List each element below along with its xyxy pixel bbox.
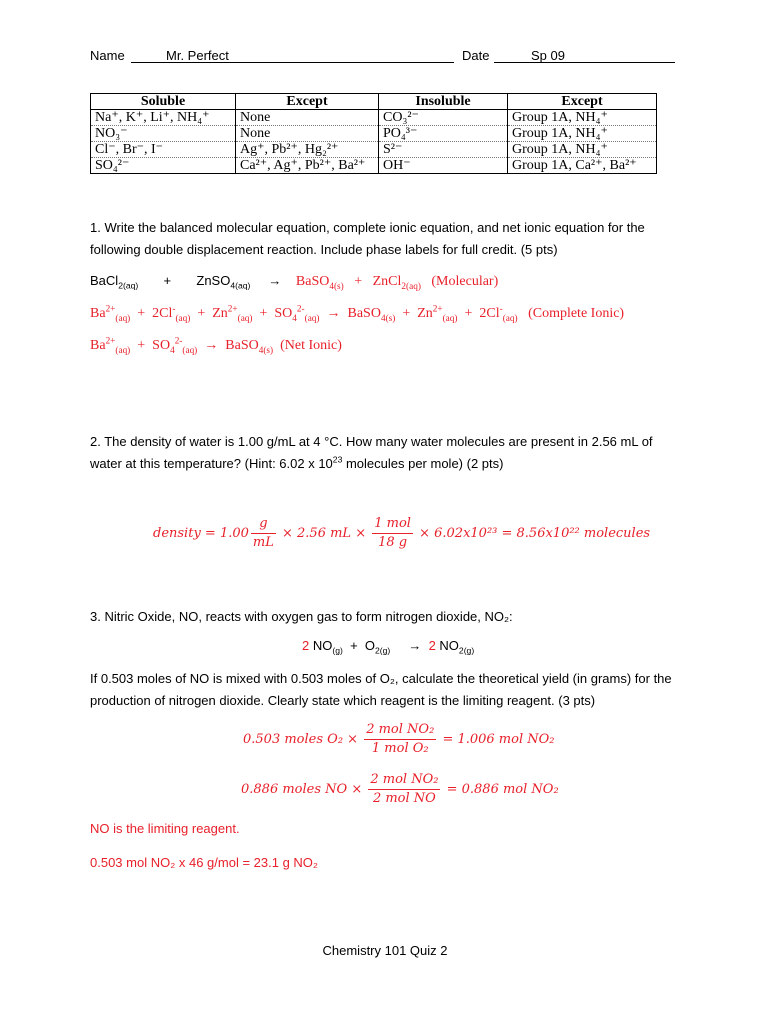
cell-except: Ca²⁺, Ag⁺, Pb²⁺, Ba²⁺ bbox=[236, 158, 379, 174]
q2-prompt-exponent: 23 bbox=[332, 454, 343, 465]
q2-fraction-1 bbox=[251, 515, 276, 552]
q2-frac2-num: 1 mol bbox=[372, 515, 413, 534]
q2-answer bbox=[153, 515, 650, 552]
complete-ionic-label: (Complete Ionic) bbox=[528, 306, 625, 321]
table-header-row bbox=[91, 94, 657, 110]
q2-frac1-num: g bbox=[251, 515, 276, 534]
q1-molecular-equation bbox=[90, 273, 498, 290]
cell-insoluble: PO₄³⁻ bbox=[379, 126, 508, 142]
q1-reactants: BaCl$_{2(aq)}$ + ZnSO$_{4(aq)}$ → bbox=[90, 273, 296, 291]
calc2-rhs: = 0.886 mol NO₂ bbox=[446, 782, 559, 797]
name-value: Mr. Perfect bbox=[166, 48, 229, 63]
calc1-den: 1 mol O₂ bbox=[371, 741, 429, 756]
page-footer: Chemistry 101 Quiz 2 bbox=[322, 943, 448, 958]
table-row bbox=[91, 142, 657, 158]
molecular-label: (Molecular) bbox=[431, 274, 499, 289]
calc2-fraction bbox=[368, 771, 440, 808]
q1-net-ionic-equation: $Ba^{2+}_{(aq)} + SO_4^{2-}_{(aq)}$ → BaSO$_{4(s)}$ (Net Ionic) bbox=[90, 335, 342, 355]
q1-complete-ionic-equation: $Ba^{2+}_{(aq)} + 2Cl^-_{(aq)} + Zn^{2+}_{(aq)} + SO_4^{2-}_{(aq)}$ → BaSO$_{4(s)}$ + $Zn^{2+}_{(aq)} + 2Cl^-_{(aq)}$ (Complete Ionic) bbox=[90, 303, 625, 323]
q2-prompt bbox=[90, 431, 675, 475]
cell-insoluble: S²⁻ bbox=[379, 142, 508, 158]
q3-reaction-equation: 2 $NO_{(g)} + O_{2(g)}$ → 2 $NO_{2(g)}$ bbox=[302, 638, 475, 656]
calc2-lhs: 0.886 moles NO × bbox=[241, 782, 363, 797]
q1-prompt: 1. Write the balanced molecular equation, complete ionic equation, and net ionic equation for the following double displacement reaction. Include phase labels for full credit. (5 pts) bbox=[90, 220, 645, 257]
date-label: Date bbox=[462, 48, 490, 63]
cell-except: Ag⁺, Pb²⁺, Hg₂²⁺ bbox=[236, 142, 379, 158]
date-line bbox=[494, 62, 675, 63]
q2-frac2-den: 18 g bbox=[378, 535, 408, 550]
header-except-2: Except bbox=[508, 94, 657, 110]
cell-except: None bbox=[236, 126, 379, 142]
calc1-rhs: = 1.006 mol NO₂ bbox=[442, 732, 555, 747]
cell-except: Group 1A, NH₄⁺ bbox=[508, 142, 657, 158]
cell-insoluble: CO₃²⁻ bbox=[379, 110, 508, 126]
header-insoluble: Insoluble bbox=[379, 94, 508, 110]
name-label: Name bbox=[90, 48, 125, 63]
date-value: Sp 09 bbox=[531, 48, 565, 63]
calc1-fraction bbox=[364, 721, 436, 758]
calc2-den: 2 mol NO bbox=[372, 791, 436, 806]
net-ionic-label: (Net Ionic) bbox=[280, 338, 342, 353]
q2-answer-mid: × 2.56 mL × bbox=[282, 526, 367, 541]
q2-prompt-a: 2. The density of water is 1.00 g/mL at 4 °C. How many water molecules are present in 2.56 mL of water at this temperature? (Hint: 6.02 x 10 bbox=[90, 434, 653, 471]
cell-soluble: Cl⁻, Br⁻, I⁻ bbox=[91, 142, 236, 158]
solubility-table bbox=[90, 93, 657, 174]
table-row bbox=[91, 126, 657, 142]
header-except-1: Except bbox=[236, 94, 379, 110]
cell-soluble: NO₃⁻ bbox=[91, 126, 236, 142]
q3-theoretical-yield: 0.503 mol NO₂ x 46 g/mol = 23.1 g NO₂ bbox=[90, 855, 318, 870]
calc2-num: 2 mol NO₂ bbox=[368, 771, 440, 790]
q2-answer-lhs: density = 1.00 bbox=[153, 526, 249, 541]
q1-products: BaSO$_{4(s)}$ + ZnCl$_{2(aq)}$ (Molecular) bbox=[295, 274, 499, 291]
q2-frac1-den: mL bbox=[252, 535, 274, 550]
q3-calc-o2 bbox=[243, 721, 555, 758]
q3-limiting-reagent: NO is the limiting reagent. bbox=[90, 821, 240, 836]
calc1-num: 2 mol NO₂ bbox=[364, 721, 436, 740]
q3-calc-no bbox=[241, 771, 559, 808]
q2-answer-rhs: × 6.02x10²³ = 8.56x10²² molecules bbox=[419, 526, 651, 541]
cell-soluble: Na⁺, K⁺, Li⁺, NH₄⁺ bbox=[91, 110, 236, 126]
table-row bbox=[91, 158, 657, 174]
calc1-lhs: 0.503 moles O₂ × bbox=[243, 732, 359, 747]
cell-except: Group 1A, NH₄⁺ bbox=[508, 110, 657, 126]
q2-fraction-2 bbox=[372, 515, 413, 552]
q2-prompt-b: molecules per mole) (2 pts) bbox=[342, 456, 504, 471]
q3-prompt: 3. Nitric Oxide, NO, reacts with oxygen gas to form nitrogen dioxide, NO₂: bbox=[90, 609, 513, 624]
cell-except: Group 1A, NH₄⁺ bbox=[508, 126, 657, 142]
q3-followup: If 0.503 moles of NO is mixed with 0.503 moles of O₂, calculate the theoretical yield (in grams) for the production of nitrogen dioxide. Clearly state which reagent is the limiting reagent. (3 pts) bbox=[90, 671, 672, 708]
cell-insoluble: OH⁻ bbox=[379, 158, 508, 174]
cell-except: Group 1A, Ca²⁺, Ba²⁺ bbox=[508, 158, 657, 174]
table-row bbox=[91, 110, 657, 126]
cell-except: None bbox=[236, 110, 379, 126]
header-soluble: Soluble bbox=[91, 94, 236, 110]
cell-soluble: SO₄²⁻ bbox=[91, 158, 236, 174]
